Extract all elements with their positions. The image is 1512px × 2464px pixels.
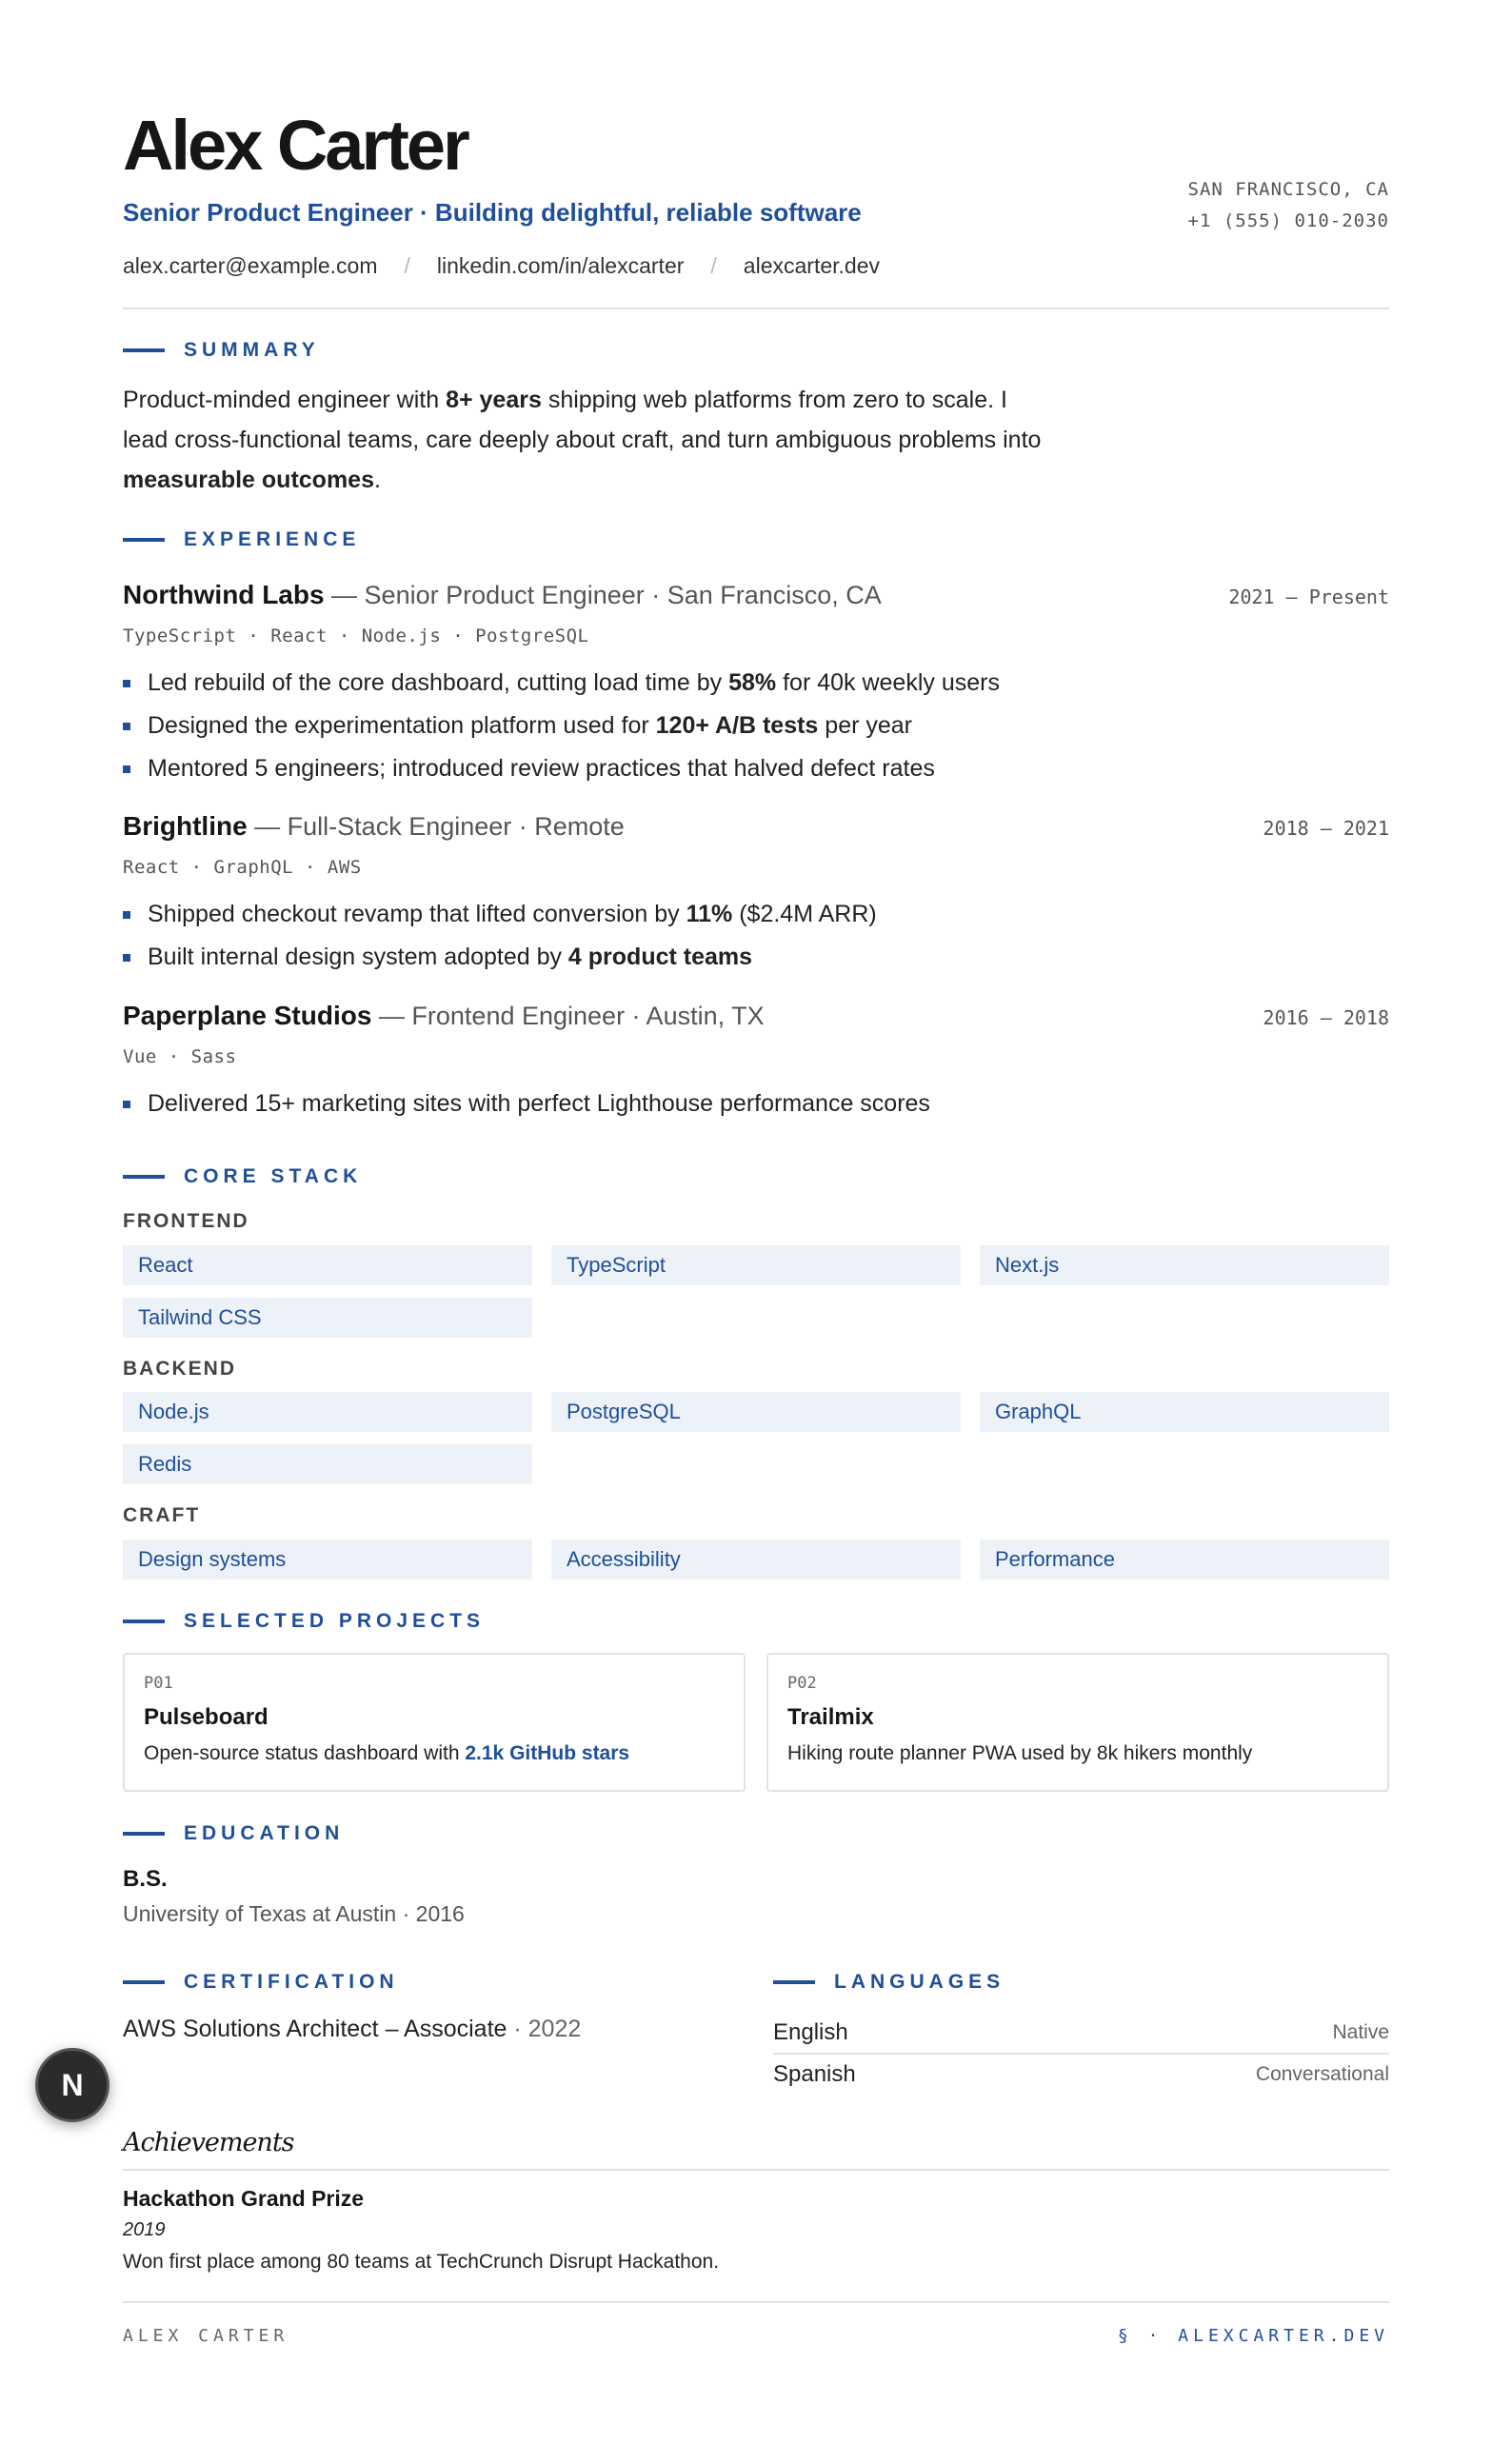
project-highlight: 2.1k GitHub stars [465, 1742, 630, 1764]
skill-chip: React [123, 1245, 532, 1285]
language-level: Conversational [1255, 2063, 1389, 2085]
header-meta [1188, 174, 1389, 237]
job-dates: 2018 – 2021 [1263, 817, 1389, 840]
job-heading [123, 811, 1389, 842]
contact-links [123, 253, 880, 279]
stack-chips-craft [123, 1540, 1389, 1580]
stack-group-backend: BACKEND [123, 1358, 236, 1380]
section-title-summary: SUMMARY [123, 339, 320, 362]
language-name: English [773, 2019, 848, 2045]
project-card[interactable] [123, 1653, 746, 1792]
section-bar [123, 1175, 165, 1179]
project-id: P02 [787, 1674, 817, 1693]
linkedin-link[interactable]: linkedin.com/in/alexcarter [436, 253, 685, 278]
section-title-experience: EXPERIENCE [123, 528, 360, 551]
project-name: Trailmix [787, 1704, 874, 1730]
contact-separator: / [710, 253, 717, 278]
language-level: Native [1332, 2021, 1389, 2043]
bullet-item: Designed the experimentation platform used for 120+ A/B tests per year [123, 705, 1389, 747]
contact-separator: / [404, 253, 410, 278]
job-role: — Frontend Engineer · Austin, TX [371, 1002, 765, 1030]
language-row [773, 2019, 1389, 2046]
skill-chip: Performance [980, 1540, 1389, 1580]
footer-divider [123, 2301, 1389, 2303]
job-bullets [123, 1083, 1389, 1125]
job-heading [123, 580, 1389, 610]
skill-chip: Next.js [980, 1245, 1389, 1285]
email-link[interactable]: alex.carter@example.com [123, 253, 378, 278]
skill-chip: Node.js [123, 1392, 532, 1432]
section-bar [123, 1619, 165, 1623]
achievements-title: Achievements [123, 2128, 294, 2157]
tagline: Senior Product Engineer · Building delightful, reliable software [123, 198, 862, 227]
certification-year: · 2022 [507, 2016, 582, 2042]
job-dates: 2021 – Present [1228, 586, 1389, 608]
certification-entry [123, 2016, 581, 2043]
education-degree: B.S. [123, 1866, 168, 1892]
section-bar [123, 1832, 165, 1836]
job-entry [123, 811, 1389, 979]
website-link[interactable]: alexcarter.dev [743, 253, 880, 278]
skill-chip: Accessibility [551, 1540, 961, 1580]
language-divider [773, 2053, 1389, 2055]
stack-group-frontend: FRONTEND [123, 1210, 249, 1232]
skill-chip: Design systems [123, 1540, 532, 1580]
education-school: University of Texas at Austin · 2016 [123, 1901, 465, 1926]
language-name: Spanish [773, 2061, 856, 2087]
achievement-description: Won first place among 80 teams at TechCrunch Disrupt Hackathon. [123, 2251, 720, 2273]
section-title-languages: LANGUAGES [773, 1971, 1005, 1994]
company-name: Brightline [123, 811, 248, 841]
footer-website[interactable]: § · ALEXCARTER.DEV [1117, 2326, 1389, 2346]
summary-text: Product-minded engineer with 8+ years shipping web platforms from zero to scale. I lead cross-functional teams, care deeply about craft, and turn ambiguous problems into measurable outcomes. [123, 387, 1042, 493]
job-role: — Full-Stack Engineer · Remote [247, 812, 625, 841]
achievement-name: Hackathon Grand Prize [123, 2186, 365, 2211]
skill-chip: GraphQL [980, 1392, 1389, 1432]
job-dates: 2016 – 2018 [1263, 1006, 1389, 1029]
header-divider [123, 308, 1389, 309]
job-role: — Senior Product Engineer · San Francisco, CA [324, 581, 882, 609]
stack-group-craft: CRAFT [123, 1504, 201, 1526]
phone: +1 (555) 010-2030 [1187, 210, 1389, 231]
section-bar [773, 1980, 815, 1984]
project-description: Open-source status dashboard with 2.1k GitHub stars [144, 1742, 630, 1764]
section-title-certification: CERTIFICATION [123, 1971, 399, 1994]
project-id: P01 [144, 1674, 173, 1693]
bullet-item: Led rebuild of the core dashboard, cutting load time by 58% for 40k weekly users [123, 662, 1389, 705]
job-entry [123, 1001, 1389, 1125]
stack-chips-frontend [123, 1245, 1389, 1338]
section-bar [123, 348, 165, 352]
job-heading [123, 1001, 1389, 1031]
location: SAN FRANCISCO, CA [1187, 179, 1389, 200]
company-name: Paperplane Studios [123, 1001, 372, 1030]
job-tech: Vue · Sass [123, 1046, 237, 1067]
project-card[interactable] [766, 1653, 1389, 1792]
bullet-item: Mentored 5 engineers; introduced review practices that halved defect rates [123, 747, 1389, 790]
achievements-divider [123, 2169, 1389, 2171]
job-bullets [123, 893, 1389, 979]
job-tech: React · GraphQL · AWS [123, 857, 362, 878]
bullet-item: Built internal design system adopted by 4 product teams [123, 936, 1389, 979]
section-title-projects: SELECTED PROJECTS [123, 1610, 485, 1633]
bullet-item: Delivered 15+ marketing sites with perfect Lighthouse performance scores [123, 1083, 1389, 1125]
skill-chip: Tailwind CSS [123, 1298, 532, 1338]
section-bar [123, 538, 165, 542]
certification-name: AWS Solutions Architect – Associate [123, 2016, 507, 2042]
company-name: Northwind Labs [123, 580, 325, 609]
next-dev-badge-icon[interactable]: N [35, 2048, 109, 2122]
job-bullets [123, 662, 1389, 790]
project-name: Pulseboard [144, 1704, 269, 1730]
job-entry [123, 580, 1389, 790]
language-row [773, 2061, 1389, 2088]
skill-chip: TypeScript [551, 1245, 961, 1285]
skill-chip: PostgreSQL [551, 1392, 961, 1432]
job-tech: TypeScript · React · Node.js · PostgreSQL [123, 626, 589, 646]
section-bar [123, 1980, 165, 1984]
project-description: Hiking route planner PWA used by 8k hikers monthly [787, 1742, 1253, 1764]
bullet-item: Shipped checkout revamp that lifted conversion by 11% ($2.4M ARR) [123, 893, 1389, 936]
section-title-education: EDUCATION [123, 1822, 344, 1845]
stack-chips-backend [123, 1392, 1389, 1484]
footer-name: ALEX CARTER [123, 2326, 289, 2346]
skill-chip: Redis [123, 1444, 532, 1484]
section-title-core-stack: CORE STACK [123, 1165, 362, 1188]
achievement-year: 2019 [123, 2219, 166, 2240]
candidate-name: Alex Carter [123, 106, 468, 185]
